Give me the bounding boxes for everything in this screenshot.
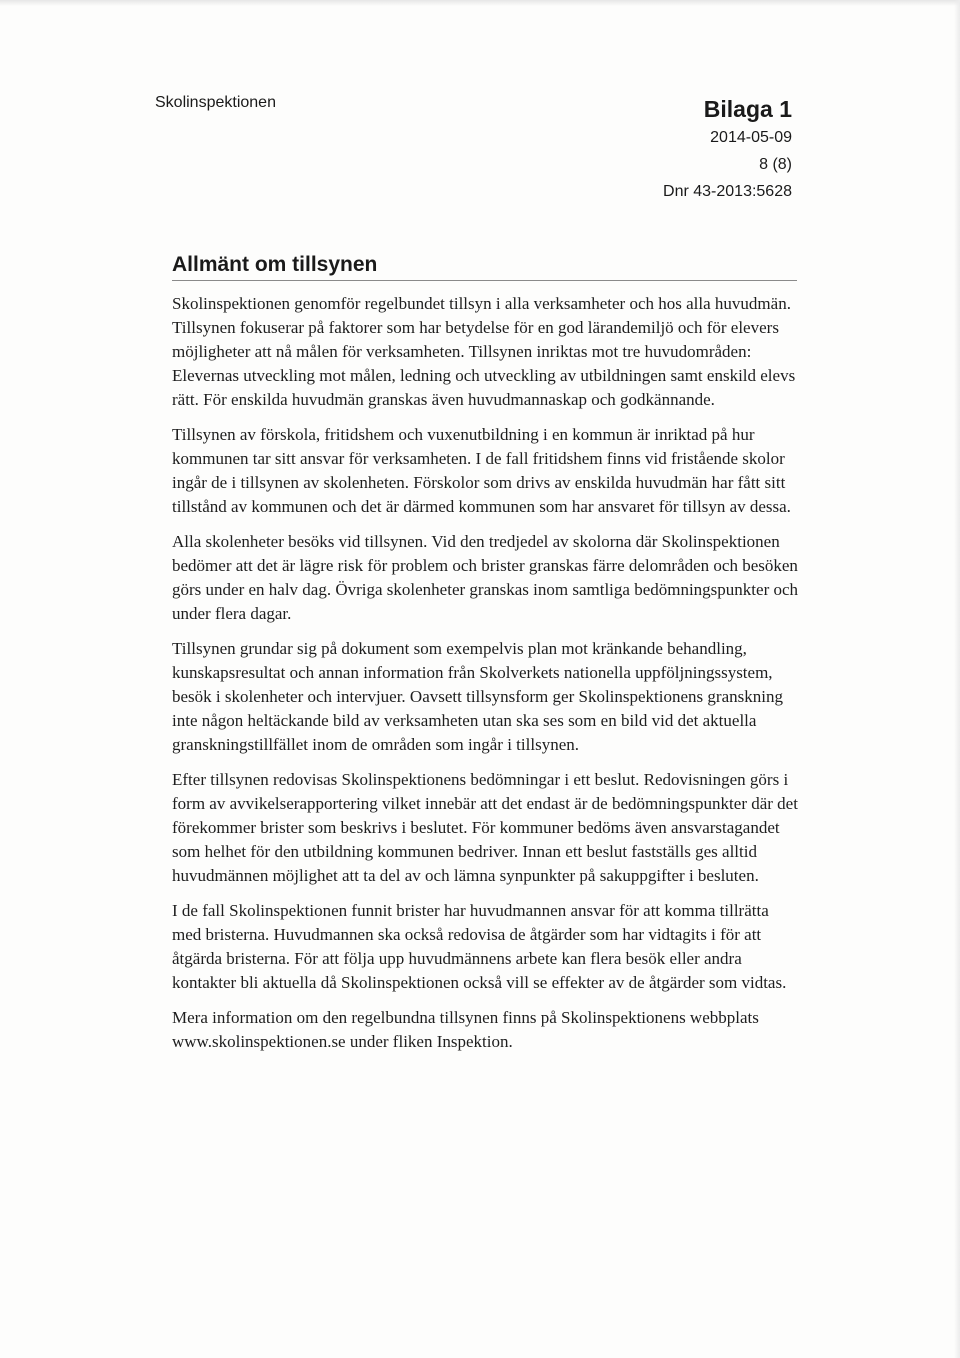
scan-right-edge (954, 0, 960, 1358)
document-header-info (663, 94, 792, 205)
section-heading: Allmänt om tillsynen (172, 253, 797, 281)
paragraph-2: Tillsynen av förskola, fritidshem och vuxenutbildning i en kommun är inriktad på hur kommunen tar sitt ansvar för verksamheten. I de fall fritidshem finns vid fristående skolor ingår de i tillsynen av skolenheten. Förskolor som drivs av enskilda huvudmän har fått sitt tillstånd av kommunen och det är därmed kommunen som har ansvaret för tillsyn av dessa. (172, 425, 791, 516)
attachment-label: Bilaga 1 (703, 96, 792, 122)
reference-number: Dnr 43-2013:5628 (663, 183, 792, 200)
paragraph-1: Skolinspektionen genomför regelbundet tillsyn i alla verksamheter och hos alla huvudmän. Tillsynen fokuserar på faktorer som har betydelse för en god lärandemiljö och för elevers möjligheter att nå målen för verksamheten. Tillsynen inriktas mot tre huvudområden: Elevernas utveckling mot målen, ledning och utveckling av utbildningen samt enskild elevs rätt. För enskilda huvudmän granskas även huvudmannaskap och godkännande. (172, 294, 796, 409)
scan-top-edge (0, 0, 960, 6)
paragraph-4: Tillsynen grundar sig på dokument som exempelvis plan mot kränkande behandling, kunskapsresultat och annan information från Skolverkets nationella uppföljningssystem, besök i skolenheter och intervjuer. Oavsett tillsynsform ger Skolinspektionens granskning inte någon heltäckande bild av verksamheten utan ska ses som en bild vid det aktuella granskningstillfället inom de områden som ingår i tillsynen. (172, 639, 783, 754)
body-text (172, 292, 802, 1065)
paragraph-7: Mera information om den regelbundna tillsynen finns på Skolinspektionens webbplats www.skolinspektionen.se under fliken Inspektion. (172, 1008, 759, 1051)
page-number: 8 (8) (759, 156, 792, 173)
document-date: 2014-05-09 (710, 129, 792, 146)
paragraph-6: I de fall Skolinspektionen funnit brister har huvudmannen ansvar för att komma tillrätta med bristerna. Huvudmannen ska också redovisa de åtgärder som har vidtagits i för att åtgärda bristerna. För att följa upp huvudmännens arbete kan flera besök eller andra kontakter bli aktuella då Skolinspektionen också vill se effekter av de åtgärder som vidtas. (172, 901, 787, 992)
organization-name: Skolinspektionen (155, 94, 276, 111)
paragraph-3: Alla skolenheter besöks vid tillsynen. Vid den tredjedel av skolorna där Skolinspektionen bedömer att det är lägre risk för problem och brister granskas färre delområden och besöken görs under en halv dag. Övriga skolenheter granskas inom samtliga bedömningspunkter och under flera dagar. (172, 532, 799, 623)
paragraph-5: Efter tillsynen redovisas Skolinspektionens bedömningar i ett beslut. Redovisningen görs i form av avvikelserapportering vilket innebär att det endast är de bedömningspunkter där det förekommer brister som beskrivs i beslutet. För kommuner bedöms även ansvarstagandet som helhet för den utbildning kommunen bedriver. Innan ett beslut fastställs ges alltid huvudmännen möjlighet att ta del av och lämna synpunkter på sakuppgifter i besluten. (172, 770, 798, 885)
